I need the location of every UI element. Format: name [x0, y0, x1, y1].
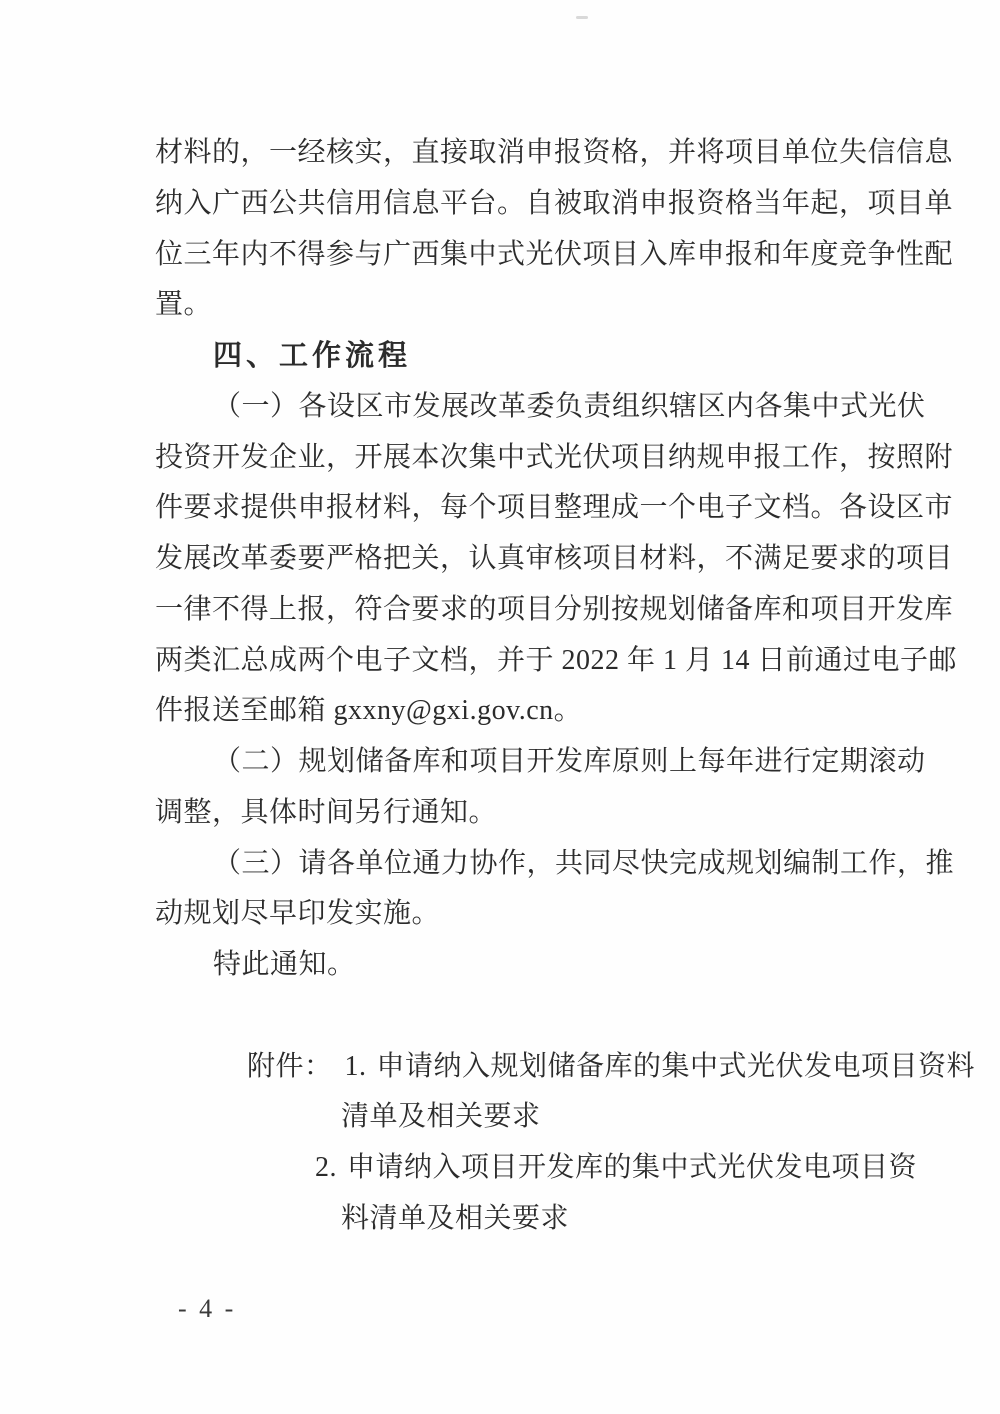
- document-body: [155, 128, 976, 1245]
- attachment-line-3: [155, 1143, 918, 1194]
- attachment-item-2-text: 申请纳入项目开发库的集中式光伏发电项目资: [347, 1152, 918, 1183]
- body-line: 动规划尽早印发实施。: [155, 898, 441, 930]
- body-line: 两类汇总成两个电子文档，并于 2022 年 1 月 14 日前通过电子邮: [155, 644, 958, 676]
- closing-line: 特此通知。: [213, 949, 356, 980]
- page-number: - 4 -: [178, 1294, 237, 1323]
- blank-line: [155, 991, 900, 1042]
- attachment-item-2-number: 2.: [315, 1152, 337, 1183]
- attachment-item-1-text: 申请纳入规划储备库的集中式光伏发电项目资料: [376, 1050, 976, 1082]
- attachment-line-1: [155, 1042, 976, 1093]
- body-line: （三）请各单位通力协作，共同尽快完成规划编制工作，推: [213, 847, 955, 879]
- body-line: （二）规划储备库和项目开发库原则上每年进行定期滚动: [213, 746, 926, 777]
- attachment-line-4: 料清单及相关要求: [341, 1202, 570, 1234]
- scan-artifact-mark: [576, 16, 588, 19]
- body-line: 投资开发企业，开展本次集中式光伏项目纳规申报工作，按照附: [155, 441, 954, 473]
- body-line: 材料的，一经核实，直接取消申报资格，并将项目单位失信信息: [155, 137, 954, 168]
- attachment-label: 附件：: [247, 1050, 333, 1082]
- body-line: （一）各设区市发展改革委负责组织辖区内各集中式光伏: [213, 390, 926, 422]
- body-line-email: 件报送至邮箱 gxxny@gxi.gov.cn。: [155, 695, 583, 727]
- body-line: 置。: [155, 289, 213, 321]
- body-line: 位三年内不得参与广西集中式光伏项目入库申报和年度竞争性配: [155, 238, 954, 270]
- attachment-line-2: 清单及相关要求: [341, 1101, 541, 1133]
- body-line: 一律不得上报，符合要求的项目分别按规划储备库和项目开发库: [155, 593, 954, 625]
- body-line: 发展改革委要严格把关，认真审核项目材料，不满足要求的项目: [155, 543, 954, 574]
- attachment-item-1-number: 1.: [344, 1050, 367, 1082]
- body-line: 调整，具体时间另行通知。: [155, 796, 498, 828]
- body-line: 纳入广西公共信用信息平台。自被取消申报资格当年起，项目单: [155, 187, 954, 219]
- section-heading: 四、工作流程: [213, 340, 412, 372]
- body-line: 件要求提供申报材料，每个项目整理成一个电子文档。各设区市: [155, 492, 954, 524]
